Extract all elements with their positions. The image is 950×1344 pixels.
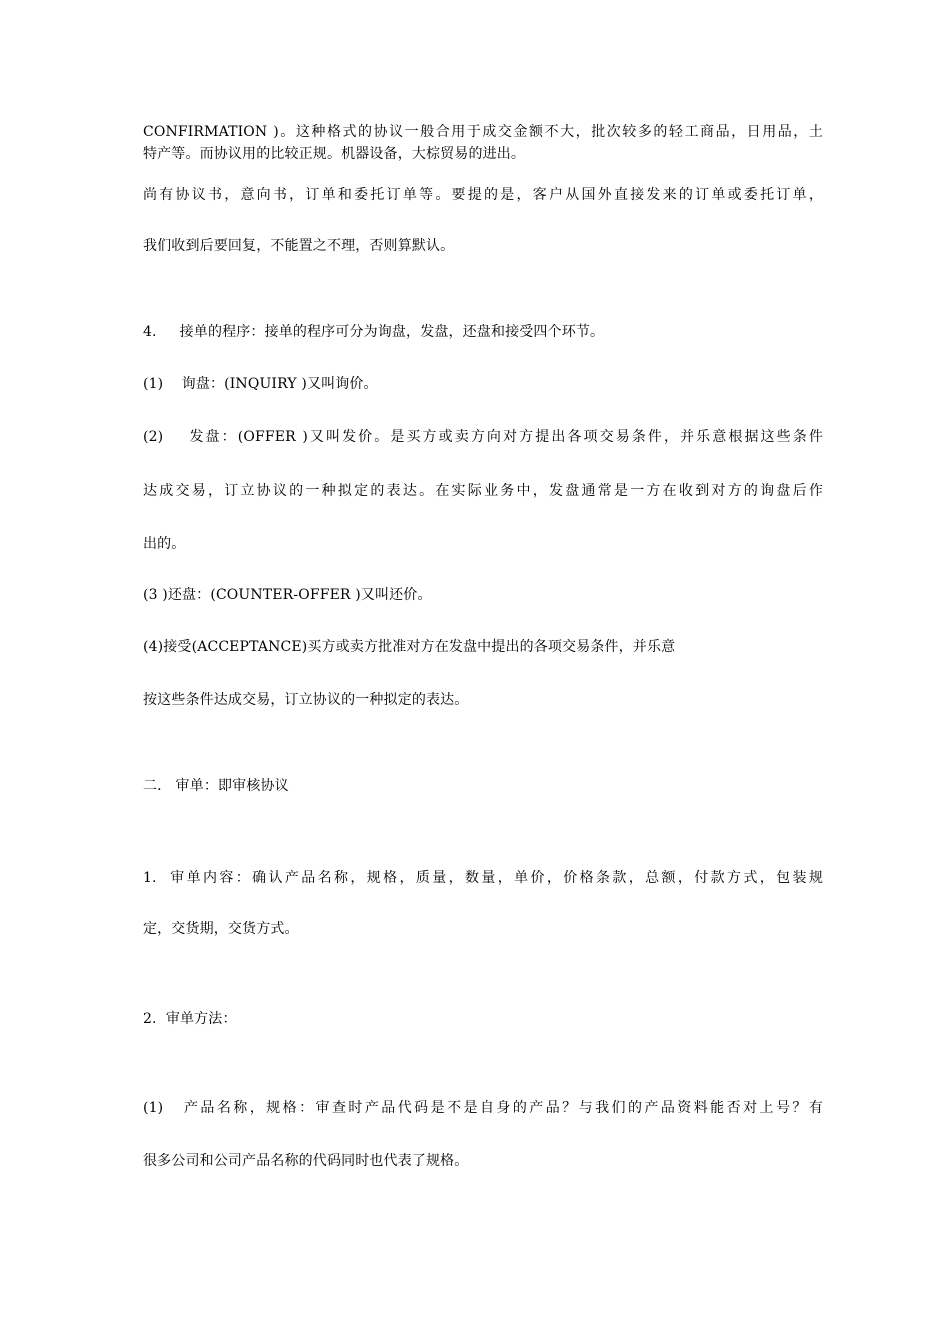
list-item-acceptance-line-1: (4)接受(ACCEPTANCE)买方或卖方批准对方在发盘中提出的各项交易条件，并乐意 — [143, 639, 676, 655]
list-item-offer-line-1: (2) 发盘：(OFFER )又叫发价。是买方或卖方向对方提出各项交易条件，并乐意根据这些条件 — [143, 429, 823, 445]
list-item-offer-line-2: 达成交易，订立协议的一种拟定的表达。在实际业务中，发盘通常是一方在收到对方的询盘后作 — [143, 483, 823, 499]
paragraph-line-4: 我们收到后要回复，不能置之不理，否则算默认。 — [143, 238, 455, 254]
review-content-line-1: 1. 审单内容：确认产品名称，规格，质量，数量，单价，价格条款，总额，付款方式，包装规 — [143, 870, 823, 886]
list-item-acceptance-line-2: 按这些条件达成交易，订立协议的一种拟定的表达。 — [143, 692, 469, 708]
paragraph-line-3: 尚有协议书，意向书，订单和委托订单等。要提的是，客户从国外直接发来的订单或委托订单， — [143, 187, 823, 203]
list-item-counter-offer: (3 )还盘：(COUNTER-OFFER )又叫还价。 — [143, 587, 432, 603]
review-method-item-1-line-2: 很多公司和公司产品名称的代码同时也代表了规格。 — [143, 1153, 469, 1169]
list-item-inquiry: (1) 询盘：(INQUIRY )又叫询价。 — [143, 376, 378, 392]
list-item-offer-line-3: 出的。 — [143, 536, 186, 552]
review-method-heading: 2. 审单方法： — [143, 1011, 237, 1027]
review-content-line-2: 定，交货期，交货方式。 — [143, 921, 299, 937]
section-heading-4: 4. 接单的程序：接单的程序可分为询盘，发盘，还盘和接受四个环节。 — [143, 324, 605, 340]
section-heading-review: 二. 审单：即审核协议 — [143, 778, 289, 794]
review-method-item-1-line-1: (1) 产品名称，规格：审查时产品代码是不是自身的产品？与我们的产品资料能否对上号？有 — [143, 1100, 823, 1116]
paragraph-line-2: 特产等。而协议用的比较正规。机器设备，大棕贸易的进出。 — [143, 146, 526, 162]
paragraph-line-1: CONFIRMATION )。这种格式的协议一般合用于成交金额不大，批次较多的轻工商品，日用品，土 — [143, 124, 823, 140]
